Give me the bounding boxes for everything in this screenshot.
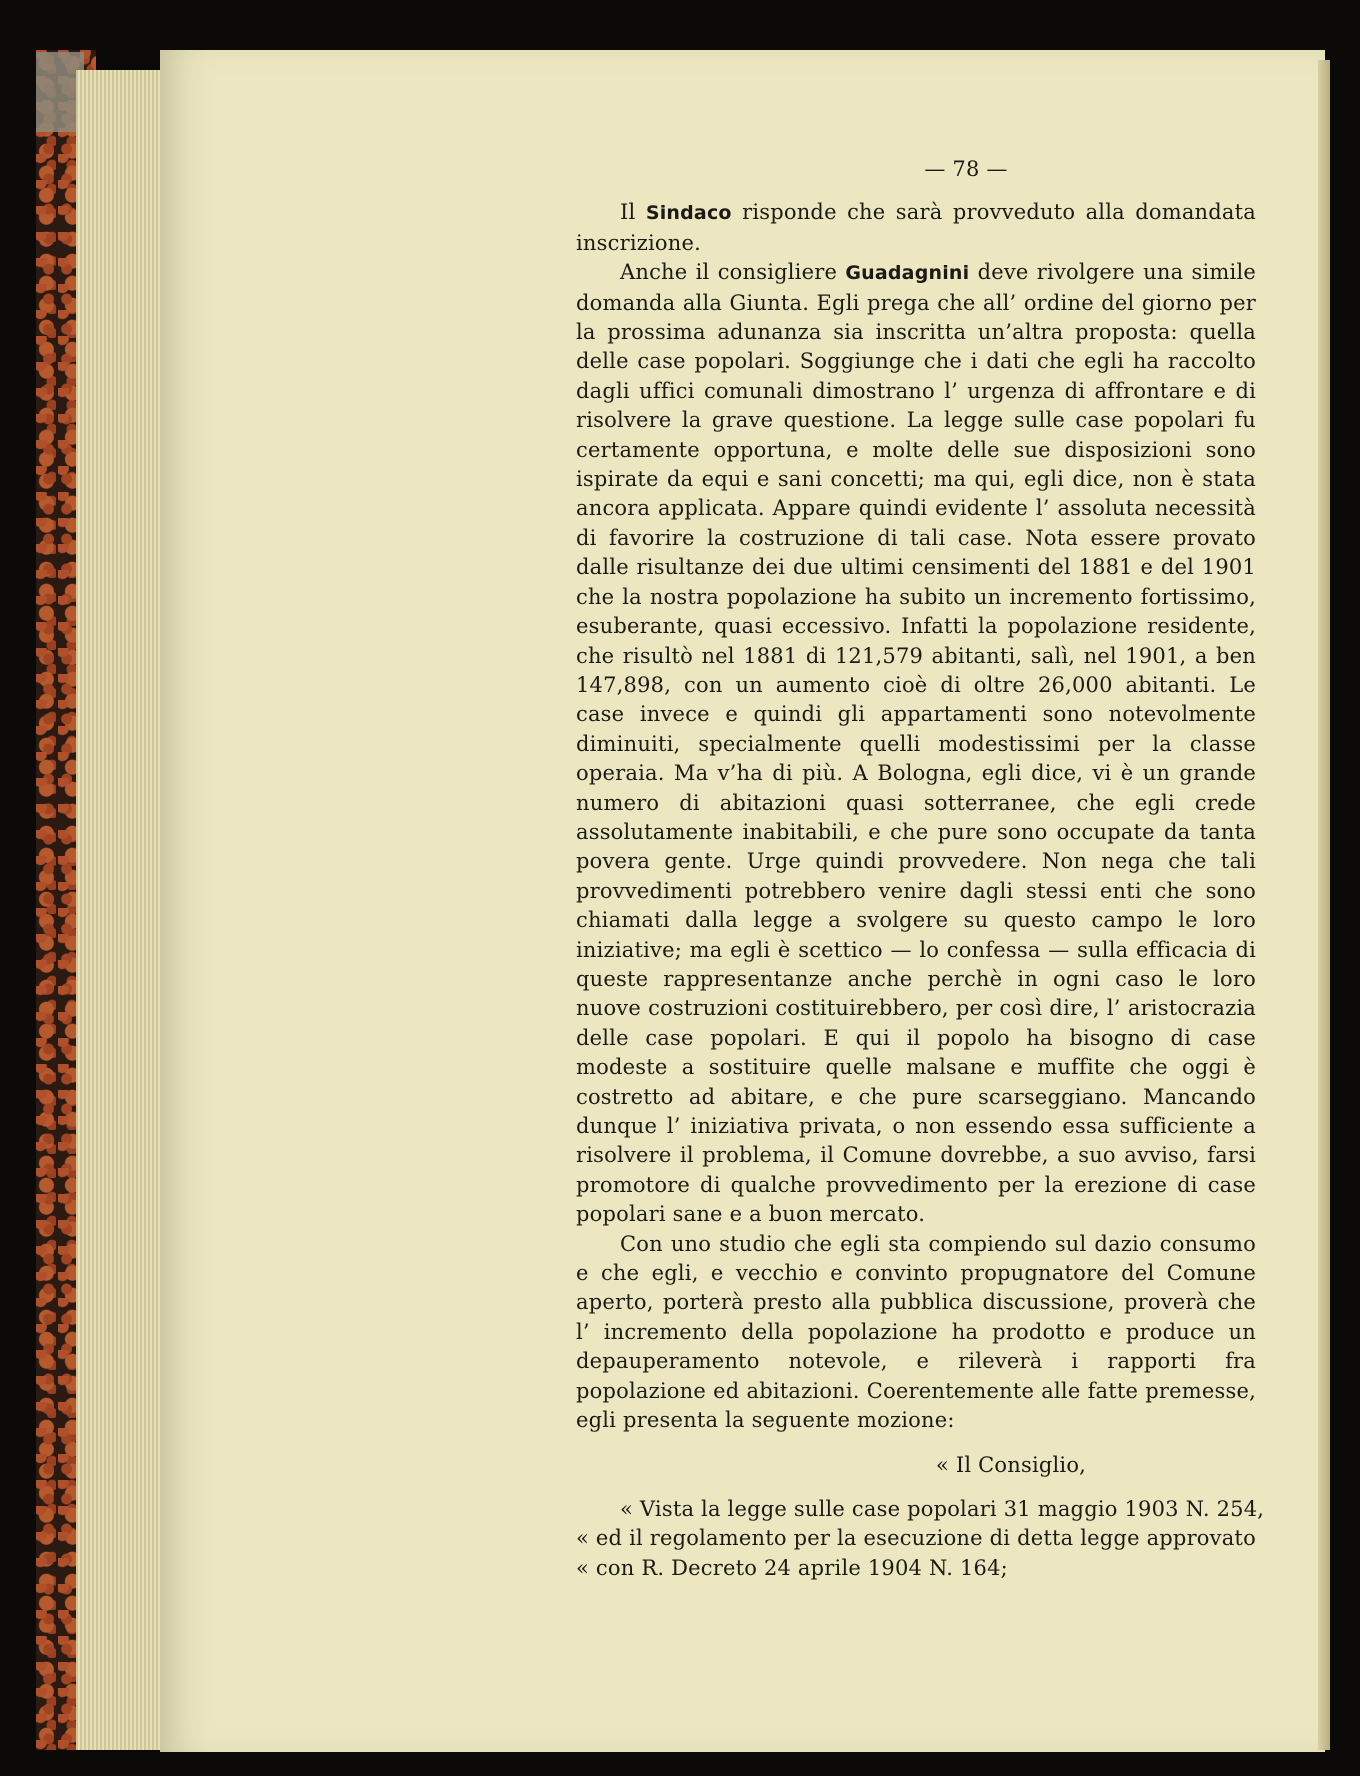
- para1-after: risponde che sarà provveduto alla domandata inscrizione.: [576, 200, 1256, 255]
- motion-line-3: « con R. Decreto 24 aprile 1904 N. 164;: [576, 1555, 1008, 1580]
- motion-line-2: « ed il regolamento per la esecuzione di detta legge approvato: [576, 1526, 1256, 1551]
- para2-before: Anche il consigliere: [620, 260, 846, 285]
- page-right-edge: [1318, 60, 1330, 1750]
- para1-before: Il: [620, 200, 646, 225]
- motion-line-1: « Vista la legge sulle case popolari 31 maggio 1903 N. 254,: [620, 1496, 1265, 1521]
- paragraph-3: Con uno studio che egli sta compiendo sul dazio consumo e che egli, e vecchio e convinto propugnatore del Comune aperto, porterà presto alla pubblica discussione, proverà che l’ incremento della popolazione ha prodotto e produce un depauperamento notevole, e rileverà i rapporti fra popolazione ed abitazioni. Coerentemente alle fatte premesse, egli presenta la seguente mozione:: [576, 1231, 1256, 1433]
- para2-after: deve rivolgere una simile domanda alla Giunta. Egli prega che all’ ordine del giorno per la prossima adunanza sia inscritta un’altra proposta: quella delle case popolari. Soggiunge che i dati che egli ha raccolto dagli uffici comunali dimostrano l’ urgenza di affrontare e di risolvere la grave questione. La legge sulle case popolari fu certamente opportuna, e molte delle sue disposizioni sono ispirate da equi e sani concetti; ma qui, egli dice, non è stata ancora applicata. Appare quindi evidente l’ assoluta necessità di favorire la costruzione di tali case. Nota essere provato dalle risultanze dei due ultimi censimenti del 1881 e del 1901 che la nostra popolazione ha subito un incremento fortissimo, esuberante, quasi eccessivo. Infatti la popolazione residente, che risultò nel 1881 di 121,579 abitanti, salì, nel 1901, a ben 147,898, con un aumento cioè di oltre 26,000 abitanti. Le case invece e quindi gli appartamenti sono notevolmente diminuiti, specialmente quelli modestissimi per la classe operaia. Ma v’ha di più. A Bologna, egli dice, vi è un grande numero di abitazioni quasi sotterranee, che egli crede assolutamente inabitabili, e che pure sono occupate da tanta povera gente. Urge quindi provvedere. Non nega che tali provvedimenti potrebbero venire dagli stessi enti che sono chiamati dalla legge a svolgere su questo campo le loro iniziative; ma egli è scettico — lo confessa — sulla efficacia di queste rappresentanze anche perchè in ogni caso le loro nuove costruzioni costituirebbero, per così dire, l’ aristocrazia delle case popolari. E qui il popolo ha bisogno di case modeste a sostituire quelle malsane e muffite che oggi è costretto ad abitare, e che pure scarseggiano. Mancando dunque l’ iniziativa privata, o non essendo essa sufficiente a risolvere il problema, il Comune dovrebbe, a suo avviso, farsi promotore di qualche provvedimento per la erezione di case popolari sane e a buon mercato.: [576, 260, 1257, 1227]
- paragraph-1: [576, 198, 1256, 258]
- page-text: [576, 155, 1265, 1583]
- paragraph-2: [576, 258, 1256, 1229]
- speaker-guadagnini: Guadagnini: [845, 262, 970, 285]
- motion-heading: « Il Consiglio,: [935, 1453, 1087, 1478]
- speaker-sindaco: Sindaco: [645, 202, 732, 225]
- page-number: — 78 —: [924, 157, 1008, 181]
